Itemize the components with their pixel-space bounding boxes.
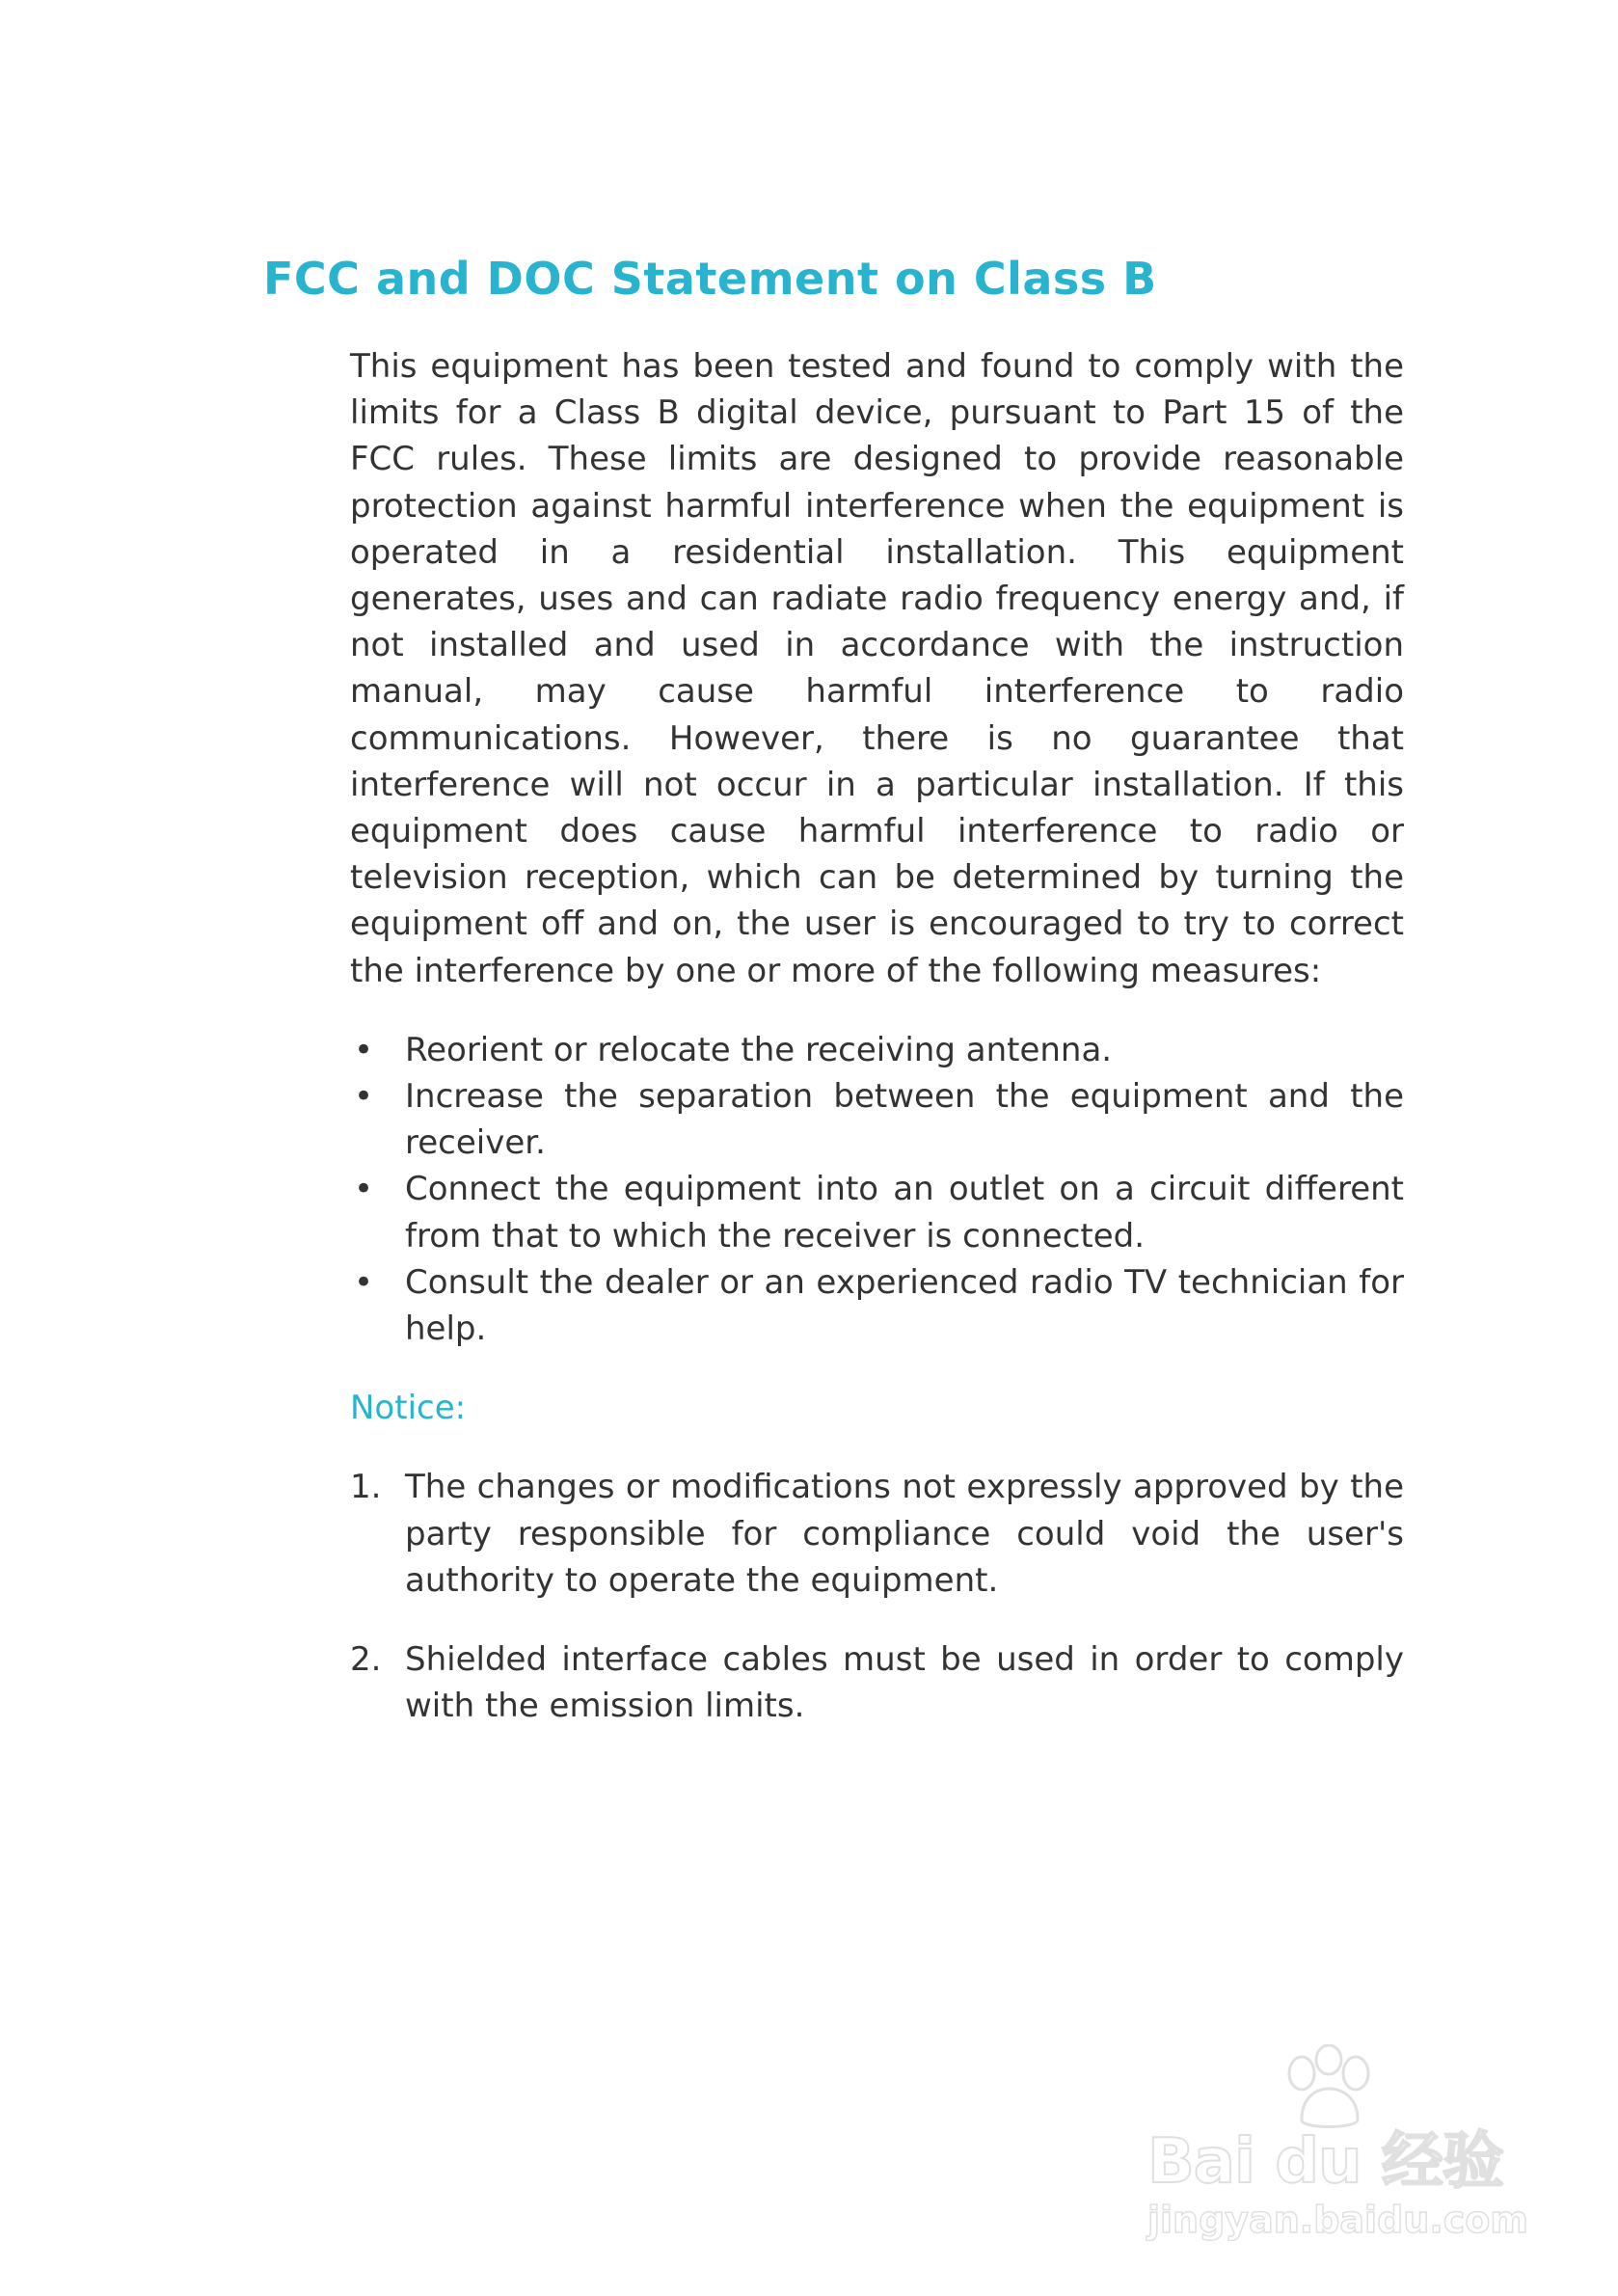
bullet-icon: • [354,1262,374,1302]
measure-text: Consult the dealer or an experienced radio TV technician for help. [405,1262,1404,1349]
list-item [350,1636,1404,1729]
measure-text: Connect the equipment into an outlet on a circuit different from that to which the receiver is connected. [405,1170,1404,1256]
list-item [350,1073,1404,1166]
notice-list [350,1464,1404,1729]
bullet-icon: • [354,1170,374,1209]
list-item [350,1027,1404,1073]
bullet-icon: • [354,1030,374,1069]
watermark-url: jingyan.baidu.com [1147,2199,1528,2241]
measure-text: Reorient or relocate the receiving antenna. [405,1030,1113,1069]
list-item [350,1166,1404,1258]
list-item [350,1259,1404,1352]
notice-number: 2. [350,1640,382,1680]
watermark-brand: Bai du 经验 [1147,2126,1503,2198]
notice-text: Shielded interface cables must be used in order to comply with the emission limits. [405,1640,1404,1726]
list-item [350,1464,1404,1604]
baidu-watermark [1147,2044,1533,2266]
bullet-icon: • [354,1077,374,1117]
intro-paragraph: This equipment has been tested and found to comply with the limits for a Class B digital device, pursuant to Part 15 of the FCC rules. These limits are designed to provide reasonable protection against harmful interference when the equipment is operated in a residential installation. This equipment generates, uses and can radiate radio frequency energy and, if not installed and used in accordance with the instruction manual, may cause harmful interference to radio communications. However, there is no guarantee that interference will not occur in a particular installation. If this equipment does cause harmful interference to radio or television reception, which can be determined by turning the equipment off and on, the user is encouraged to try to correct the interference by one or more of the following measures: [350,347,1404,990]
measure-text: Increase the separation between the equipment and the receiver. [405,1077,1404,1163]
document-body [350,343,1404,1762]
measures-list [350,1027,1404,1352]
page-title: FCC and DOC Statement on Class B [263,253,1157,305]
notice-text: The changes or modifications not expressly approved by the party responsible for compliance could void the user's authority to operate the equipment. [405,1468,1404,1600]
notice-heading: Notice: [350,1389,467,1428]
notice-number: 1. [350,1468,382,1507]
